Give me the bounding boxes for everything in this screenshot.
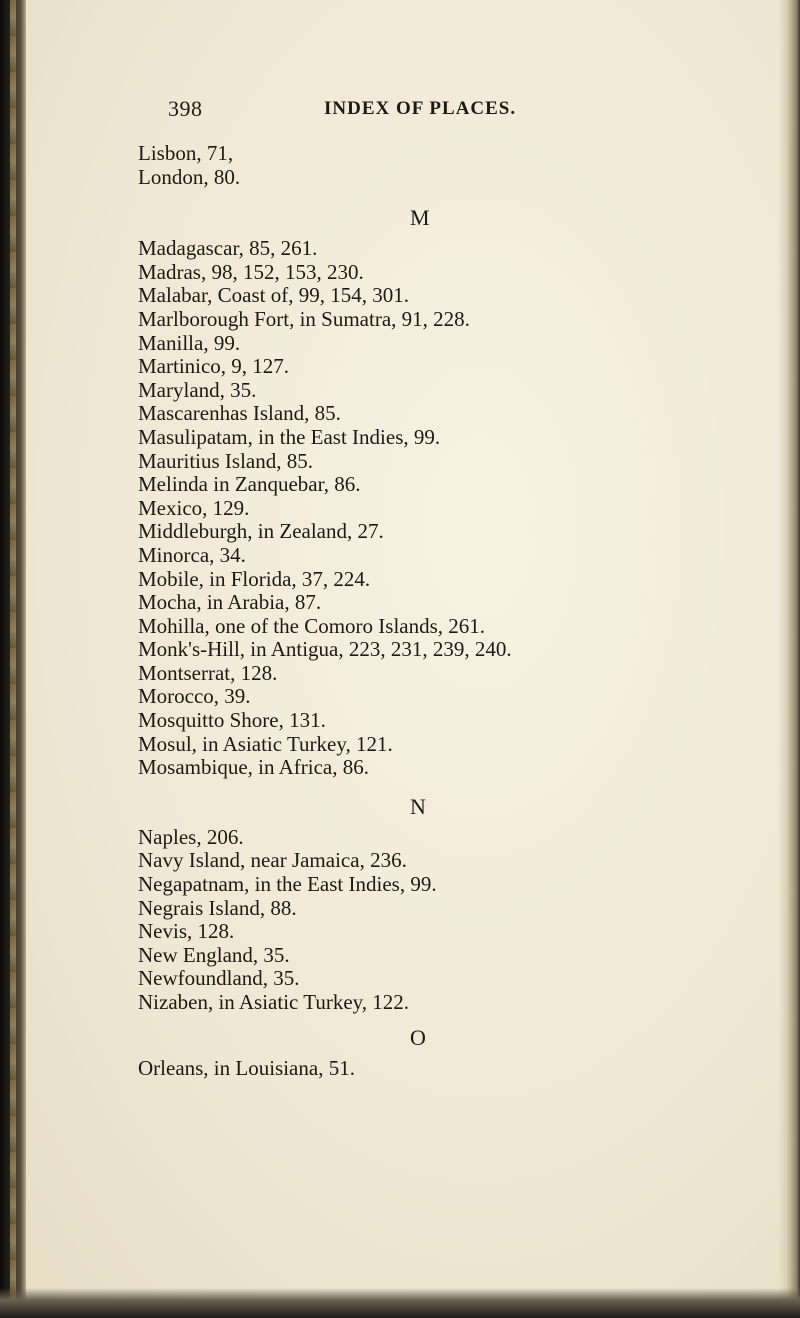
index-entry: Manilla, 99. — [138, 330, 241, 355]
index-entry: Navy Island, near Jamaica, 236. — [138, 848, 407, 873]
book-binding — [0, 0, 26, 1318]
index-entry: Mobile, in Florida, 37, 224. — [138, 566, 371, 591]
index-entry: Martinico, 9, 127. — [138, 354, 290, 379]
index-entry: Malabar, Coast of, 99, 154, 301. — [138, 283, 409, 308]
index-entry: Masulipatam, in the East Indies, 99. — [138, 424, 441, 449]
index-entry: Melinda in Zanquebar, 86. — [138, 472, 361, 497]
index-entry: Lisbon, 71, — [138, 141, 234, 165]
index-entry: New England, 35. — [138, 942, 290, 967]
index-entry: Minorca, 34. — [138, 542, 246, 567]
index-entry: Negrais Island, 88. — [138, 895, 297, 920]
index-entry: Mosambique, in Africa, 86. — [138, 755, 369, 780]
index-entry: Mosquitto Shore, 131. — [138, 708, 326, 733]
index-entry: Mohilla, one of the Comoro Islands, 261. — [138, 613, 486, 638]
index-entry: Orleans, in Louisiana, 51. — [138, 1055, 355, 1080]
index-section-top — [138, 142, 778, 189]
index-entry: Negapatnam, in the East Indies, 99. — [138, 872, 437, 897]
index-entry: Nizaben, in Asiatic Turkey, 122. — [138, 990, 410, 1014]
index-entry: Maryland, 35. — [138, 377, 257, 402]
index-entry: Madras, 98, 152, 153, 230. — [138, 259, 364, 284]
running-title: INDEX OF PLACES. — [324, 98, 517, 119]
index-entry: Montserrat, 128. — [138, 660, 278, 685]
index-entry: Monk's-Hill, in Antigua, 223, 231, 239, 240. — [138, 637, 512, 662]
page-edge-right — [778, 0, 800, 1318]
index-entry: Mauritius Island, 85. — [138, 448, 313, 473]
index-entry: Mosul, in Asiatic Turkey, 121. — [138, 731, 393, 756]
index-entry: Nevis, 128. — [138, 919, 235, 944]
index-entry: Naples, 206. — [138, 824, 244, 849]
page-edge-bottom — [0, 1288, 800, 1318]
index-entry: Mexico, 129. — [138, 495, 250, 520]
index-entry: Middleburgh, in Zealand, 27. — [138, 519, 384, 544]
index-section-n — [138, 794, 778, 1015]
index-entry: Madagascar, 85, 261. — [138, 236, 318, 261]
index-entry: Mocha, in Arabia, 87. — [138, 590, 322, 615]
section-letter-heading: M — [410, 205, 430, 231]
index-section-o — [138, 1025, 778, 1081]
index-content — [138, 142, 778, 1080]
index-entry: Newfoundland, 35. — [138, 966, 300, 991]
index-section-m — [138, 205, 778, 780]
section-letter-heading: N — [410, 793, 426, 819]
index-entry: Marlborough Fort, in Sumatra, 91, 228. — [138, 306, 470, 331]
index-entry: Morocco, 39. — [138, 684, 251, 709]
page-number: 398 — [168, 96, 203, 121]
index-entry: Mascarenhas Island, 85. — [138, 401, 341, 426]
section-letter-heading: O — [410, 1024, 426, 1050]
index-entry: London, 80. — [138, 164, 241, 189]
